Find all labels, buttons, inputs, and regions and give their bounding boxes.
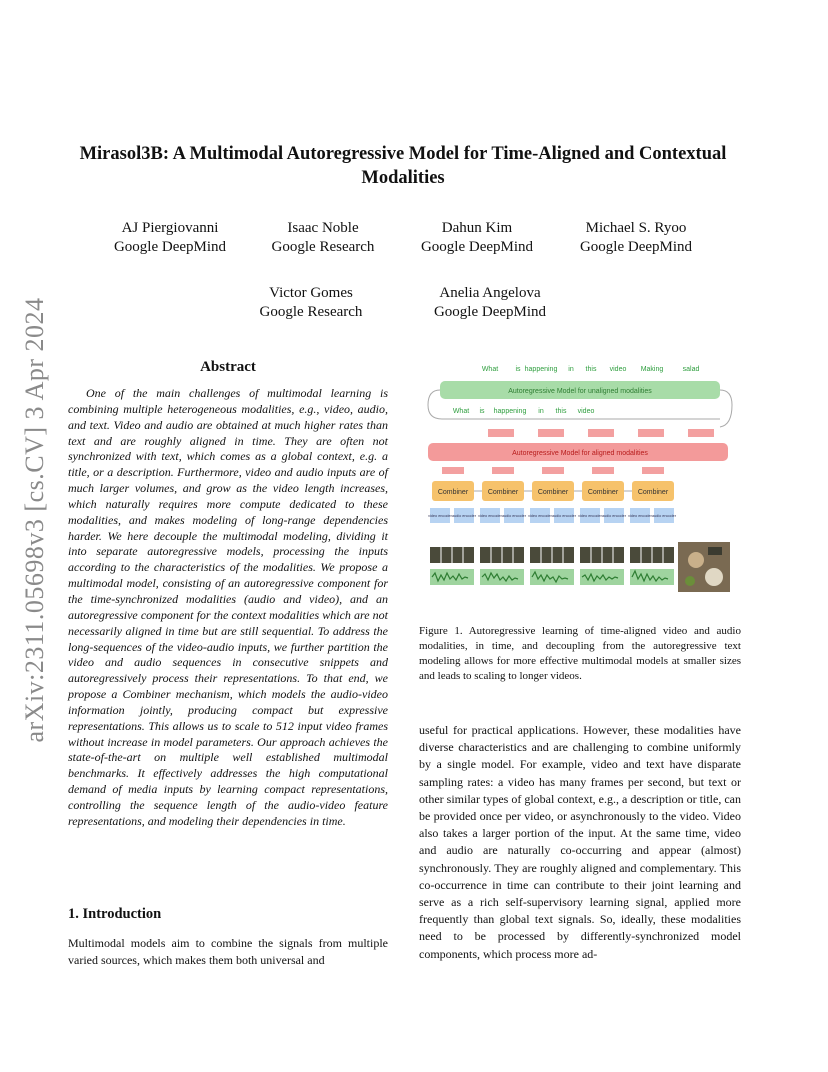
author-name: Victor Gomes: [269, 285, 353, 301]
aligned-output-token: [638, 429, 664, 437]
architecture-diagram: [420, 355, 742, 605]
arxiv-identifier: [10, 290, 60, 750]
combiner-output-token: [442, 467, 464, 474]
input-word: What: [452, 408, 470, 415]
encoder-label: audio encoder: [651, 514, 677, 518]
author-block: [546, 219, 726, 257]
output-word: Making: [640, 366, 664, 373]
encoder-label: audio encoder: [551, 514, 577, 518]
figure-caption: Figure 1. Autoregressive learning of time-aligned video and audio modalities, in time, and decoupling from the autoregressive text modeling allows for more effective multimodal models at smaller sizes and leads to scaling to longer videos.: [419, 625, 741, 682]
aligned-output-token: [588, 429, 614, 437]
connector-line: [720, 390, 732, 427]
author-name: Isaac Noble: [287, 220, 359, 236]
combiner-label: Combiner: [537, 489, 569, 496]
author-name: AJ Piergiovanni: [121, 220, 219, 236]
author-block: [221, 284, 401, 322]
output-word: this: [585, 366, 597, 373]
intro-paragraph: Multimodal models aim to combine the signals from multiple varied sources, which makes them both universal and: [68, 936, 388, 967]
author-name: Michael S. Ryoo: [585, 220, 687, 236]
author-affiliation: Google Research: [271, 239, 375, 255]
encoder-label: video encoder: [628, 514, 652, 518]
output-word: What: [481, 366, 499, 373]
encoder-label: audio encoder: [451, 514, 477, 518]
input-word: video: [577, 408, 595, 415]
author-affiliation: Google Research: [259, 304, 363, 320]
author-name: Dahun Kim: [441, 220, 513, 236]
author-affiliation: Google DeepMind: [420, 239, 534, 255]
encoder-label: video encoder: [528, 514, 552, 518]
combiner-label: Combiner: [637, 489, 669, 496]
figure-1: [420, 355, 742, 605]
combiner-output-token: [492, 467, 514, 474]
encoder-label: video encoder: [578, 514, 602, 518]
author-name: Anelia Angelova: [439, 285, 541, 301]
combiner-output-token: [542, 467, 564, 474]
output-word: salad: [682, 366, 700, 373]
column2-paragraph: useful for practical applications. However, these modalities have diverse characteristics and are challenging to combine uniformly by a single model. For example, video and text have disparate sampling rates: a video has many frames per second, but text or other similar types of global context, e.g., a description or title, can be provided once per video, or asynchronously to the video. Video also takes a larger portion of the input. At the same time, video and audio are naturally co-occurring and appear (almost) synchronously. They are roughly aligned and complementary. This co-occurrence in time can contribute to their joint learning and serve as a rich self-supervisory learning signal, applied more frequently than global text signals. So, ideally, these modalities need to be processed by differently-synchronized model components, which process more ad-: [419, 723, 741, 961]
output-word: is: [515, 366, 521, 373]
abstract-heading: Abstract: [200, 359, 256, 375]
combiner-label: Combiner: [487, 489, 519, 496]
author-affiliation: Google DeepMind: [433, 304, 547, 320]
author-affiliation: Google DeepMind: [579, 239, 693, 255]
author-block: [233, 219, 413, 257]
unaligned-model-label: Autoregressive Model for unaligned modalities: [508, 388, 652, 395]
encoder-label: video encoder: [428, 514, 452, 518]
encoder-label: audio encoder: [501, 514, 527, 518]
aligned-output-token: [488, 429, 514, 437]
arxiv-identifier-text: arXiv:2311.05698v3 [cs.CV] 3 Apr 2024: [20, 297, 49, 743]
output-word: in: [568, 366, 574, 373]
encoder-label: audio encoder: [601, 514, 627, 518]
output-word: happening: [524, 366, 558, 373]
aligned-output-token: [538, 429, 564, 437]
connector-line: [428, 390, 442, 419]
aligned-output-token: [688, 429, 714, 437]
output-word: video: [609, 366, 627, 373]
input-word: happening: [493, 408, 527, 415]
combiner-label: Combiner: [437, 489, 469, 496]
combiner-label: Combiner: [587, 489, 619, 496]
paper-title: Mirasol3B: A Multimodal Autoregressive Model for Time-Aligned and Contextual Modalities: [79, 144, 727, 188]
salad-image: [678, 542, 730, 592]
input-word: this: [555, 408, 567, 415]
author-affiliation: Google DeepMind: [113, 239, 227, 255]
input-word: in: [538, 408, 544, 415]
section-heading: 1. Introduction: [68, 906, 162, 922]
author-block: [400, 284, 580, 322]
combiner-output-token: [642, 467, 664, 474]
aligned-model-label: Autoregressive Model for aligned modalities: [512, 450, 648, 457]
abstract-body: One of the main challenges of multimodal learning is combining multiple heterogeneous modalities, e.g., video, audio, and text. Video and audio are obtained at much higher rates than text and are roughly aligned in time. They are often not synchronized with text, which comes as a global context, e.g. a title, or a description. Furthermore, video and audio inputs are of much larger volumes, and grow as the video length increases, which naturally requires more compute dedicated to these modalities, and makes modeling of long-range dependencies harder. We here decouple the multimodal modeling, dividing it into separate autoregressive models, processing the inputs according to the characteristics of the modalities. We propose a multimodal model, consisting of an autoregressive component for the time-synchronized modalities (audio and video), and an autoregressive component for the context modalities which are not necessarily aligned in time but are still sequential. To address the long-sequences of the video-audio inputs, we further partition the video and audio sequences in consecutive snippets and autoregressively process their representations. To that end, we propose a Combiner mechanism, which models the audio-video information jointly, producing compact but expressive representations. This allows us to scale to 512 input video frames without increase in model parameters. Our approach achieves the state-of-the-art on multiple well established multimodal benchmarks. It effectively addresses the high computational demand of media inputs by learning compact representations, controlling the sequence length of the audio-video feature representations, and modeling their dependencies in time.: [68, 386, 388, 828]
encoder-label: video encoder: [478, 514, 502, 518]
input-word: is: [479, 408, 485, 415]
author-block: [387, 219, 567, 257]
combiner-output-token: [592, 467, 614, 474]
